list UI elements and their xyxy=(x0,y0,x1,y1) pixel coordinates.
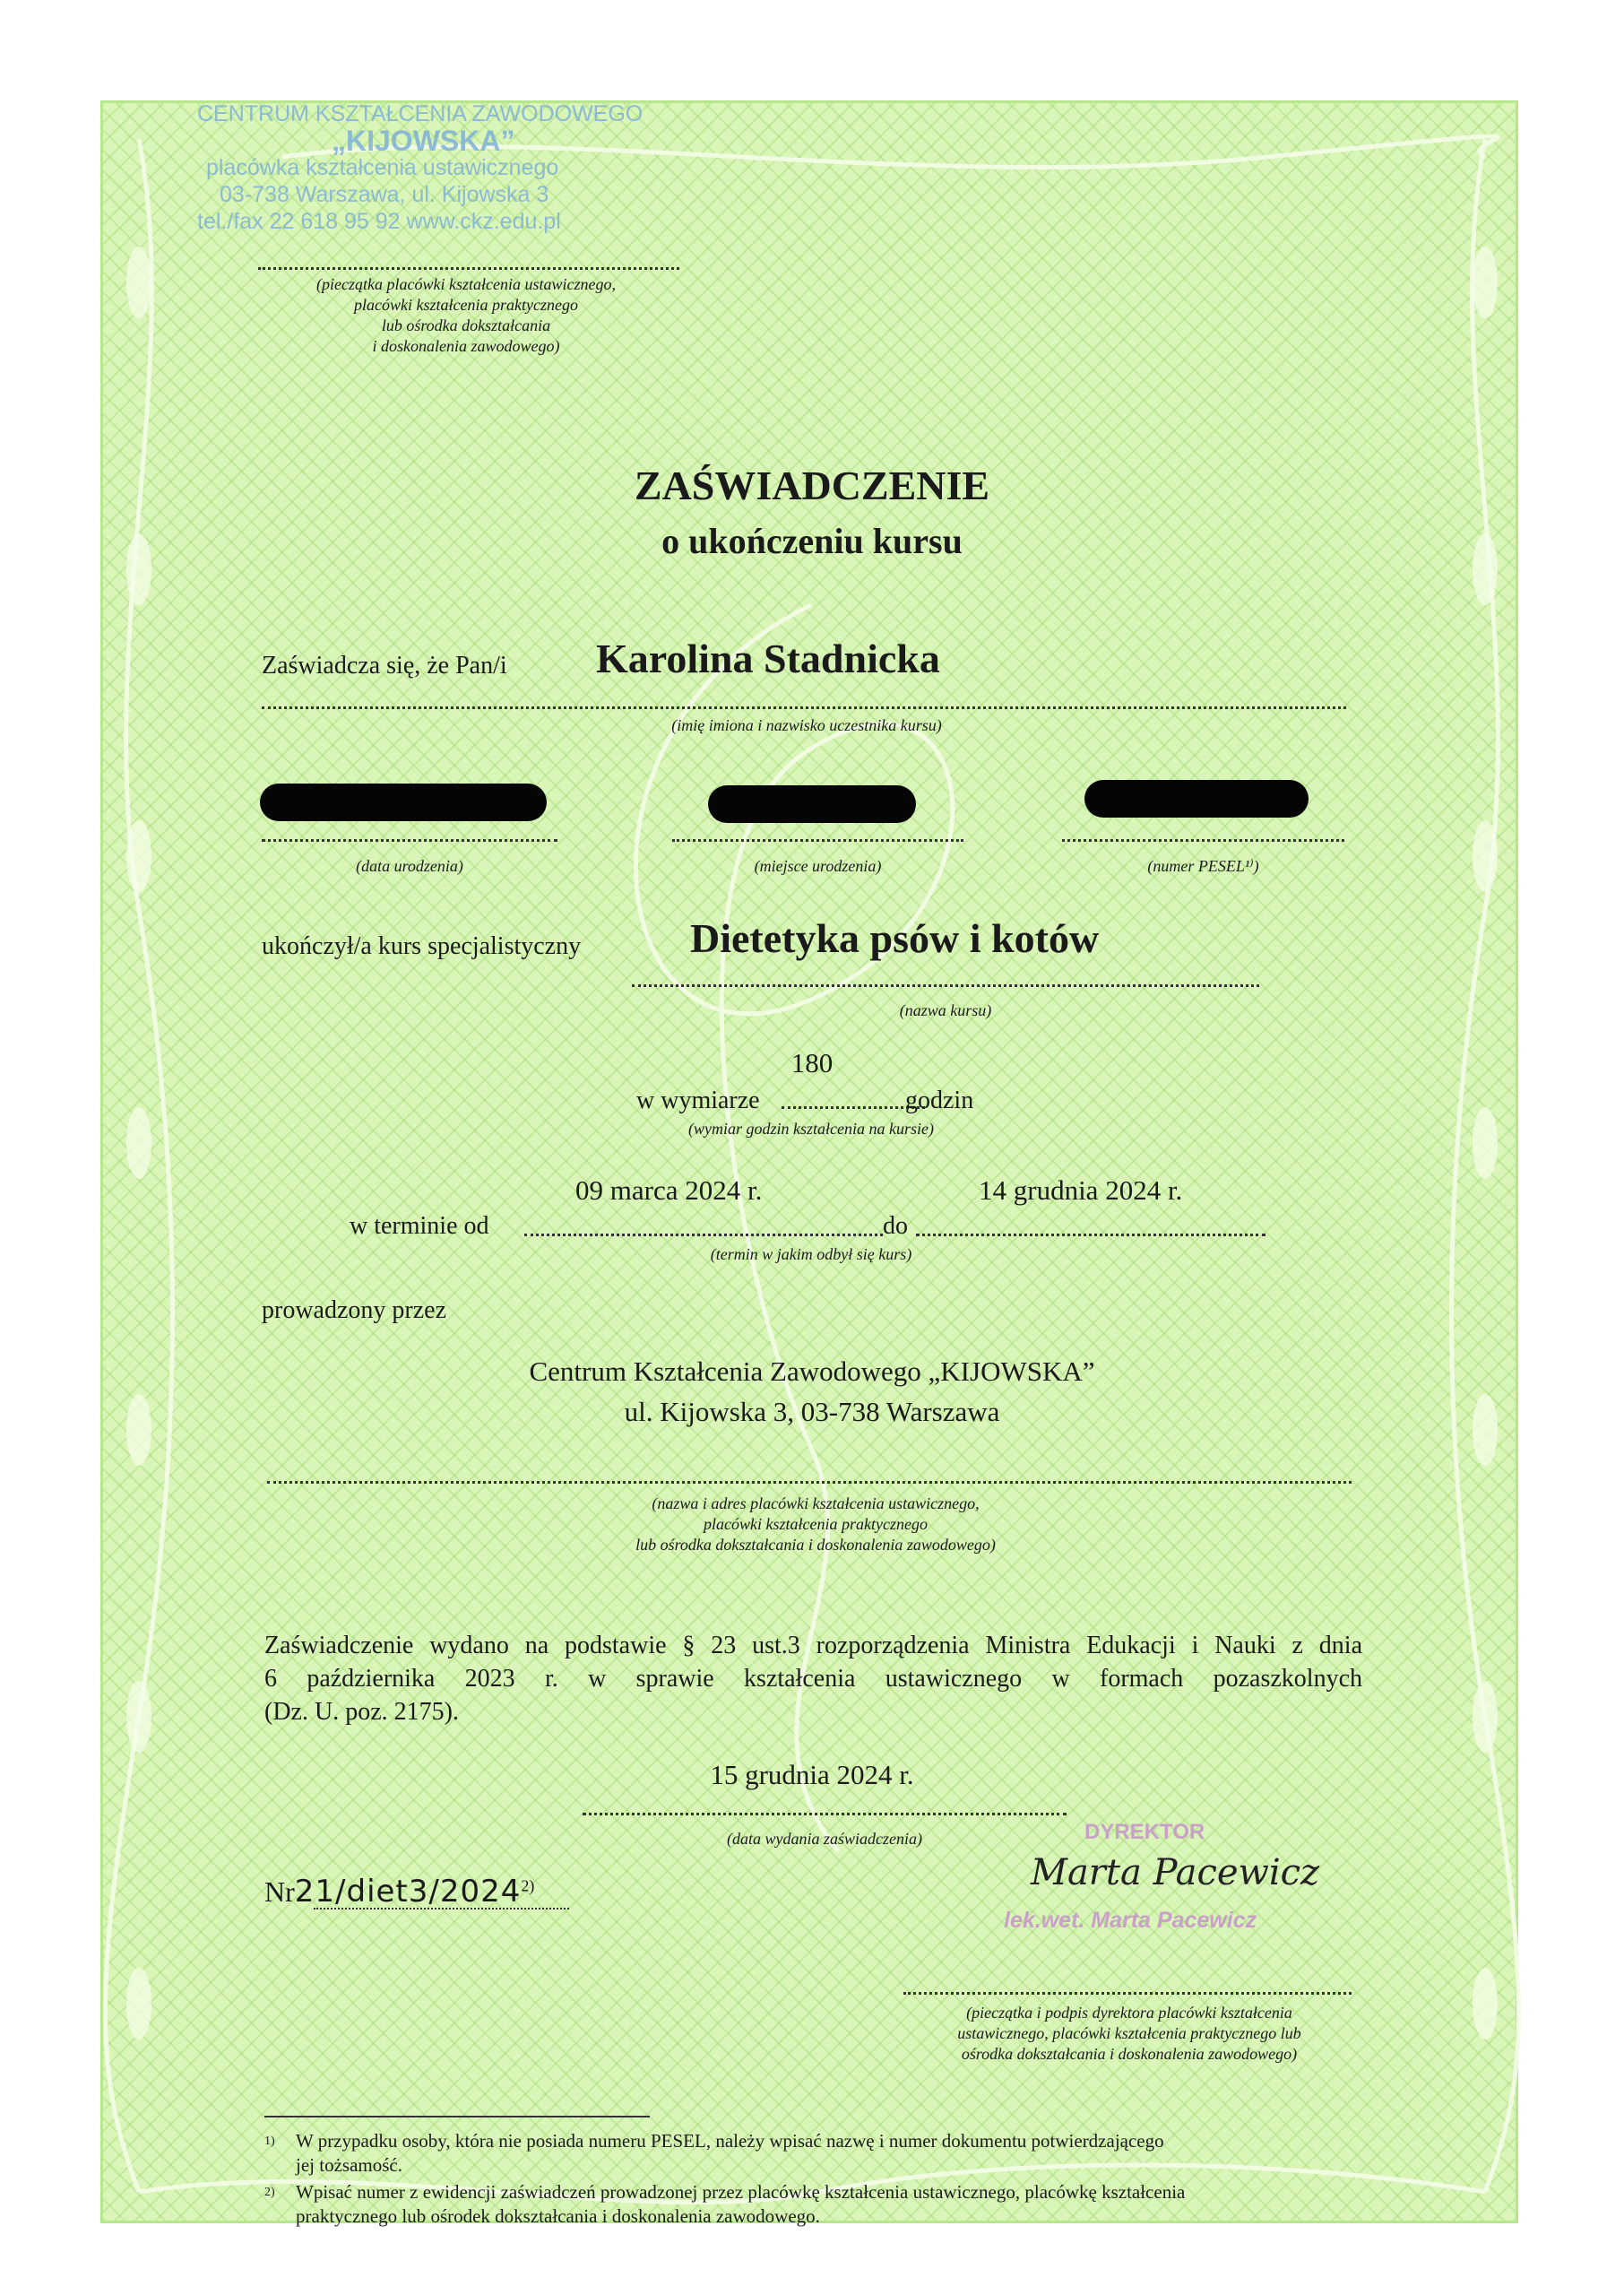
stamp-line-5: tel./fax 22 618 95 92 www.ckz.edu.pl xyxy=(197,209,561,234)
director-name: lek.wet. Marta Pacewicz xyxy=(1004,1908,1257,1933)
birth-place-caption: (miejsce urodzenia) xyxy=(754,857,882,875)
provider-dotted-line xyxy=(267,1481,1352,1484)
issue-date-caption: (data wydania zaświadczenia) xyxy=(727,1830,922,1848)
footnote-separator xyxy=(264,2116,650,2117)
provider-label: prowadzony przez xyxy=(262,1296,447,1324)
director-role: DYREKTOR xyxy=(1084,1820,1205,1844)
document-title: ZAŚWIADCZENIE xyxy=(634,463,990,508)
director-signature: Marta Pacewicz xyxy=(1031,1852,1320,1893)
stamp-line-4: 03-738 Warszawa, ul. Kijowska 3 xyxy=(220,182,549,207)
participant-name: Karolina Stadnicka xyxy=(596,636,940,681)
term-from-dotted-line xyxy=(524,1234,883,1236)
stamp-dotted-line xyxy=(258,267,679,270)
director-caption: (pieczątka i podpis dyrektora placówki kształcenia ustawicznego, placówki kształcenia praktycznego lub ośrodka dokształcania i doskonalenia zawodowego) xyxy=(957,2004,1301,2063)
pesel-caption: (numer PESEL¹⁾) xyxy=(1147,857,1259,875)
course-dotted-line xyxy=(632,984,1259,987)
hours-prefix: w wymiarze xyxy=(636,1087,760,1114)
issue-date-dotted-line xyxy=(583,1813,1067,1815)
provider-caption: (nazwa i adres placówki kształcenia ustawicznego, placówki kształcenia praktycznego lub ośrodka dokształcania i doskonalenia zawodowego) xyxy=(635,1494,996,1554)
document-subtitle: o ukończeniu kursu xyxy=(661,521,963,561)
term-to-value: 14 grudnia 2024 r. xyxy=(979,1174,1183,1206)
participant-dotted-line xyxy=(262,706,1346,709)
number-dotted-line xyxy=(314,1908,569,1910)
stamp-line-1: CENTRUM KSZTAŁCENIA ZAWODOWEGO xyxy=(197,101,644,126)
stamp-caption: (pieczątka placówki kształcenia ustawicznego, placówki kształcenia praktycznego lub ośrodka dokształcania i doskonalenia zawodowego) xyxy=(316,275,616,355)
footnote-2: 2) Wpisać numer z ewidencji zaświadczeń prowadzonej przez placówkę kształcenia ustawicznego, placówkę kształcenia praktycznego lub ośrodek dokształcania i doskonalenia zawodowego. xyxy=(264,2181,1186,2227)
birth-date-caption: (data urodzenia) xyxy=(356,857,463,875)
hours-dotted-line xyxy=(782,1106,925,1109)
term-to-label: do xyxy=(883,1212,908,1240)
provider-name: Centrum Kształcenia Zawodowego „KIJOWSKA” xyxy=(529,1355,1095,1387)
term-to-dotted-line xyxy=(916,1234,1266,1236)
certificate-number-value: 21/diet3/2024 xyxy=(294,1874,522,1910)
birth-place-redacted xyxy=(708,785,916,823)
director-dotted-line xyxy=(903,1992,1352,1995)
hours-suffix: godzin xyxy=(905,1087,974,1114)
term-caption: (termin w jakim odbył się kurs) xyxy=(710,1245,912,1263)
stamp-line-3: placówka kształcenia ustawicznego xyxy=(206,155,559,180)
participant-label: Zaświadcza się, że Pan/i xyxy=(262,652,507,680)
hours-caption: (wymiar godzin kształcenia na kursie) xyxy=(688,1120,934,1138)
pesel-redacted xyxy=(1084,780,1309,818)
institution-stamp xyxy=(197,100,663,235)
hours-value: 180 xyxy=(790,1047,834,1078)
participant-caption: (imię imiona i nazwisko uczestnika kursu) xyxy=(671,716,942,734)
legal-basis: Zaświadczenie wydano na podstawie § 23 ust.3 rozporządzenia Ministra Edukacji i Nauki z dnia 6 października 2023 r. w sprawie kształcenia ustawicznego w formach pozaszkolnych (Dz. U. poz. 2175). xyxy=(264,1632,1362,1726)
provider-address: ul. Kijowska 3, 03-738 Warszawa xyxy=(624,1396,1000,1427)
course-name: Dietetyka psów i kotów xyxy=(690,915,1100,961)
term-from-label: w terminie od xyxy=(350,1212,489,1240)
certificate-number: Nr21/diet3/2024$^{2)}$ xyxy=(264,1874,535,1910)
birth-place-dotted-line xyxy=(672,839,963,842)
birth-date-redacted xyxy=(260,784,547,821)
issue-date: 15 grudnia 2024 r. xyxy=(710,1759,914,1790)
term-from-value: 09 marca 2024 r. xyxy=(575,1174,763,1206)
stamp-line-2: „KIJOWSKA” xyxy=(332,125,515,157)
birth-date-dotted-line xyxy=(262,839,557,842)
pesel-dotted-line xyxy=(1062,839,1344,842)
course-label: ukończył/a kurs specjalistyczny xyxy=(262,932,582,960)
footnote-1: 1) W przypadku osoby, która nie posiada numeru PESEL, należy wpisać nazwę i numer dokumentu potwierdzającego jej tożsamość. xyxy=(264,2130,1164,2176)
course-caption: (nazwa kursu) xyxy=(899,1001,992,1019)
